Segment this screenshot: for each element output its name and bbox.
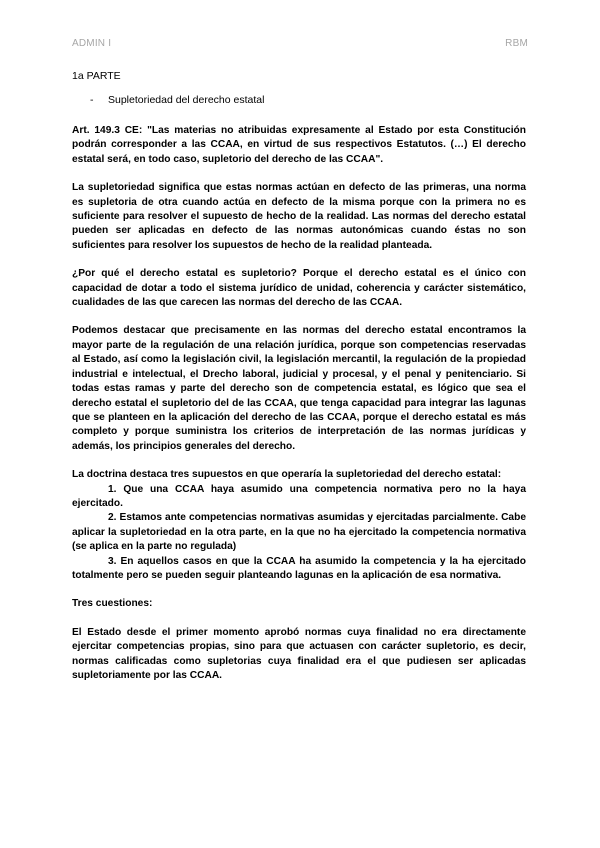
bullet-text: Supletoriedad del derecho estatal: [108, 94, 265, 106]
header-right-text: RBM: [505, 38, 528, 49]
competencias-paragraph: Podemos destacar que precisamente en las normas del derecho estatal encontramos la mayor parte de la regulación de una relación jurídica, porque son competencias reservadas al Estado, así como la legislación civil, la legislación mercantil, la regulación de la propiedad industrial e intelectual, el Drecho laboral, judicial y procesal, y el penal y penitenciario. Si todas estas ramas y parte del derecho son de competencia estatal, es lógico que sea el derecho estatal el supletorio del de las CCAA, que tenga capacidad para integrar las lagunas que se planteen en la aplicación del derecho de las CCAA, porque el derecho estatal es más completo y porque suministra los criterios de interpretación de las normas jurídicas y además, los principios generales del derecho.: [72, 325, 526, 452]
supuesto-item-1: 1. Que una CCAA haya asumido una competencia normativa pero no la haya ejercitado.: [72, 483, 526, 509]
estado-normas-paragraph: El Estado desde el primer momento aprobó normas cuya finalidad no era directamente ejercitar competencias propias, sino para que actuasen con carácter supletorio, es decir, normas calificadas como supletorias cuya finalidad era el que pudiesen ser aplicadas supletoriamente por las CCAA.: [72, 626, 526, 681]
header-left-text: ADMIN I: [72, 38, 112, 49]
article-quote-paragraph: Art. 149.3 CE: "Las materias no atribuidas expresamente al Estado por esta Constitución podrán corresponder a las CCAA, en virtud de sus respectivos Estatutos. (…) El derecho estatal será, en todo caso, supletorio del derecho de las CCAA".: [72, 125, 526, 165]
document-body: [72, 70, 526, 697]
supuesto-item-2: 2. Estamos ante competencias normativas asumidas y ejercitadas parcialmente. Cabe aplicar la supletoriedad en la otra parte, en la que no ha ejercitado la competencia normativa (se aplica en la parte no regulada): [72, 512, 526, 553]
why-supletorio-paragraph: ¿Por qué el derecho estatal es supletorio? Porque el derecho estatal es el único con capacidad de dotar a todo el sistema jurídico de unidad, coherencia y carácter sistemático, cualidades de las que carecen las normas del derecho de las CCAA.: [72, 268, 526, 309]
bullet-dash: -: [90, 94, 94, 106]
supuesto-item-3: 3. En aquellos casos en que la CCAA ha asumido la competencia y la ha ejercitado totalmente pero se pueden seguir planteando lagunas en la aplicación de esa normativa.: [72, 555, 526, 581]
tres-cuestiones-heading: Tres cuestiones:: [72, 598, 153, 610]
doctrina-paragraph: La doctrina destaca tres supuestos en que operaría la supletoriedad del derecho estatal:: [72, 469, 502, 481]
supletoriedad-definition-paragraph: La supletoriedad significa que estas normas actúan en defecto de las primeras, una norma es supletoria de otra cuando actúa en defecto de la misma porque con la primera no es suficiente para resolver el supuesto de hecho de la realidad. Las normas del derecho estatal pueden ser aplicadas en defecto de las normas autonómicas cuando éstas no son suficientes para resolver los supuestos de hecho de la realidad planteada.: [72, 182, 526, 251]
bullet-item: [90, 94, 526, 106]
part-title: 1a PARTE: [72, 70, 121, 82]
